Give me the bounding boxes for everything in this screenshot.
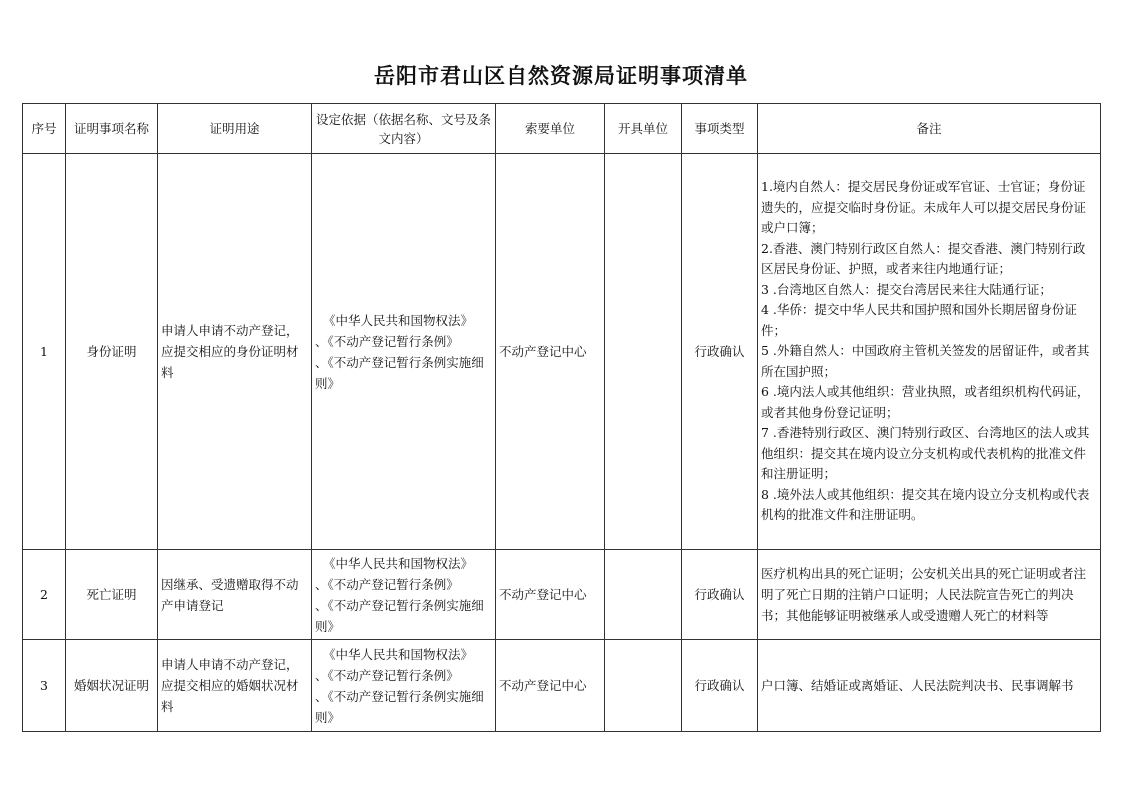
header-type: 事项类型	[682, 104, 758, 154]
cell-issuer	[605, 550, 682, 640]
cell-basis	[312, 640, 496, 732]
certificate-items-table	[22, 103, 1101, 732]
page-title: 岳阳市君山区自然资源局证明事项清单	[374, 64, 748, 88]
cell-type: 行政确认	[682, 154, 758, 550]
remark-line: 7 .香港特别行政区、澳门特别行政区、台湾地区的法人或其他组织：提交其在境内设立分支机构或代表机构的批准文件和注册证明；	[761, 425, 1090, 482]
cell-issuer	[605, 640, 682, 732]
cell-remark	[758, 154, 1101, 550]
cell-type: 行政确认	[682, 550, 758, 640]
cell-purpose: 因继承、受遗赠取得不动产申请登记	[158, 550, 312, 640]
cell-type: 行政确认	[682, 640, 758, 732]
remark-line: 3 .台湾地区自然人：提交台湾居民来往大陆通行证；	[761, 281, 1052, 297]
basis-line: 、《不动产登记暂行条例实施细则》	[315, 354, 484, 391]
remark-line: 8 .境外法人或其他组织：提交其在境内设立分支机构或代表机构的批准文件和注册证明。	[761, 486, 1090, 523]
basis-line: 、《不动产登记暂行条例》	[315, 576, 459, 592]
header-basis: 设定依据（依据名称、文号及条文内容）	[312, 104, 496, 154]
header-requester: 索要单位	[496, 104, 605, 154]
cell-requester: 不动产登记中心	[496, 550, 605, 640]
header-issuer: 开具单位	[605, 104, 682, 154]
cell-basis	[312, 154, 496, 550]
remark-line: 1.境内自然人：提交居民身份证或军官证、士官证；身份证遗失的，应提交临时身份证。未成年人可以提交居民身份证或户口簿；	[761, 179, 1087, 236]
header-remark: 备注	[758, 104, 1101, 154]
header-purpose: 证明用途	[158, 104, 312, 154]
remark-line: 2.香港、澳门特别行政区自然人：提交香港、澳门特别行政区居民身份证、护照，或者来往内地通行证；	[761, 240, 1086, 277]
cell-purpose: 申请人申请不动产登记，应提交相应的婚姻状况材料	[158, 640, 312, 732]
cell-name: 身份证明	[66, 154, 158, 550]
table-row	[23, 154, 1101, 550]
cell-requester: 不动产登记中心	[496, 154, 605, 550]
basis-line: 、《不动产登记暂行条例》	[315, 667, 459, 683]
header-seq: 序号	[23, 104, 66, 154]
header-name: 证明事项名称	[66, 104, 158, 154]
cell-remark: 医疗机构出具的死亡证明；公安机关出具的死亡证明或者注明了死亡日期的注销户口证明；人民法院宣告死亡的判决书；其他能够证明被继承人或受遗赠人死亡的材料等	[758, 550, 1101, 640]
table-header-row	[23, 104, 1101, 154]
remark-line: 5 .外籍自然人：中国政府主管机关签发的居留证件，或者其所在国护照；	[761, 343, 1090, 379]
basis-line: 《中华人民共和国物权法》	[323, 312, 474, 328]
cell-purpose: 申请人申请不动产登记，应提交相应的身份证明材料	[158, 154, 312, 550]
basis-line: 、《不动产登记暂行条例实施细则》	[315, 597, 484, 634]
table-row	[23, 550, 1101, 640]
remark-line: 4 .华侨：提交中华人民共和国护照和国外长期居留身份证件；	[761, 302, 1077, 338]
remark-line: 6 .境内法人或其他组织：营业执照，或者组织机构代码证，或者其他身份登记证明；	[761, 384, 1090, 420]
basis-line: 、《不动产登记暂行条例》	[315, 333, 459, 349]
basis-line: 、《不动产登记暂行条例实施细则》	[315, 688, 484, 725]
cell-issuer	[605, 154, 682, 550]
cell-seq: 3	[23, 640, 66, 732]
cell-seq: 2	[23, 550, 66, 640]
cell-seq: 1	[23, 154, 66, 550]
cell-name: 婚姻状况证明	[66, 640, 158, 732]
cell-remark: 户口簿、结婚证或离婚证、人民法院判决书、民事调解书	[758, 640, 1101, 732]
table-row	[23, 640, 1101, 732]
cell-name: 死亡证明	[66, 550, 158, 640]
basis-line: 《中华人民共和国物权法》	[323, 555, 474, 571]
basis-line: 《中华人民共和国物权法》	[323, 646, 474, 662]
cell-requester: 不动产登记中心	[496, 640, 605, 732]
cell-basis	[312, 550, 496, 640]
